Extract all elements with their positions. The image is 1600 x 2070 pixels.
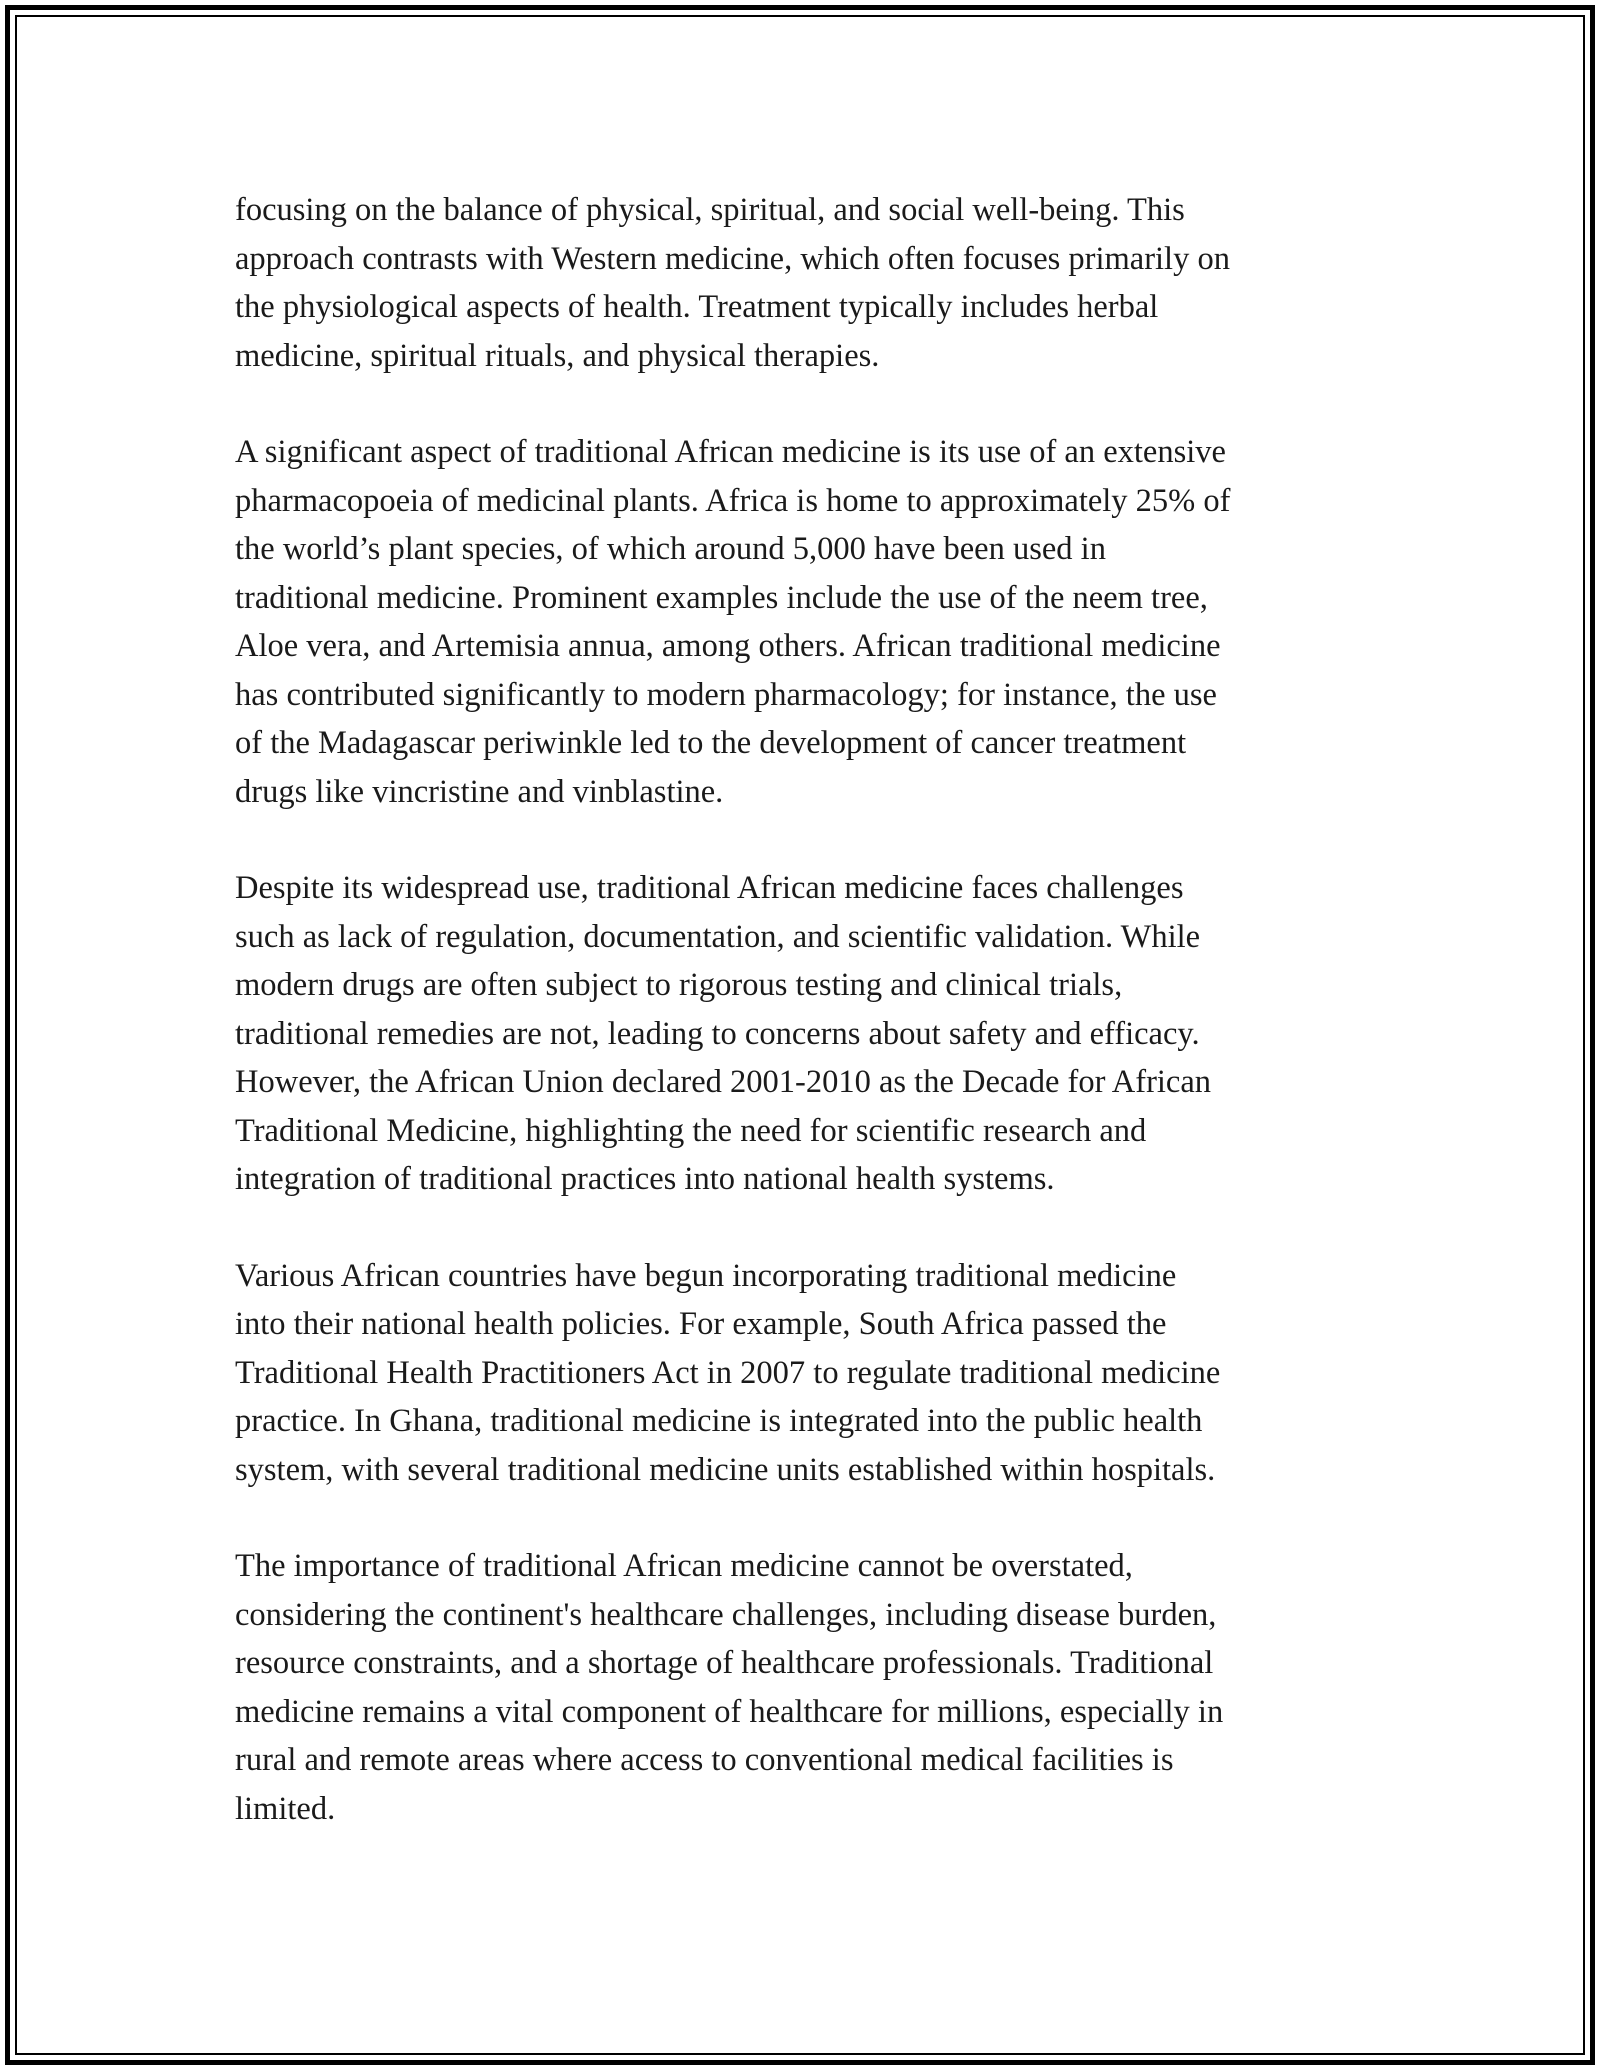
paragraph-challenges: Despite its widespread use, traditional African medicine faces challenges such as lack of regulation, documentation, and scientific validation. While modern drugs are often subject to rigorous testing and clinical trials, traditional remedies are not, leading to concerns about safety and efficacy. However, the African Union declared 2001-2010 as the Decade for African Traditional Medicine, highlighting the need for scientific research and integration of traditional practices into national health systems.	[235, 870, 1212, 1197]
paragraph-importance: The importance of traditional African medicine cannot be overstated, considering the continent's healthcare challenges, including disease burden, resource constraints, and a shortage of healthcare professionals. Traditional medicine remains a vital component of healthcare for millions, especially in rural and remote areas where access to conventional medical facilities is limited.	[235, 1548, 1224, 1827]
paragraph-holistic-approach: focusing on the balance of physical, spiritual, and social well-being. This approach contrasts with Western medicine, which often focuses primarily on the physiological aspects of health. Treatment typically includes herbal medicine, spiritual rituals, and physical therapies.	[235, 192, 1230, 374]
page-body	[235, 186, 1365, 1881]
paragraph-medicinal-plants: A significant aspect of traditional African medicine is its use of an extensive pharmacopoeia of medicinal plants. Africa is home to approximately 25% of the world’s plant species, of which around 5,000 have been used in traditional medicine. Prominent examples include the use of the neem tree, Aloe vera, and Artemisia annua, among others. African traditional medicine has contributed significantly to modern pharmacology; for instance, the use of the Madagascar periwinkle led to the development of cancer treatment drugs like vincristine and vinblastine.	[235, 434, 1231, 810]
paragraph-national-policies: Various African countries have begun incorporating traditional medicine into their national health policies. For example, South Africa passed the Traditional Health Practitioners Act in 2007 to regulate traditional medicine practice. In Ghana, traditional medicine is integrated into the public health system, with several traditional medicine units established within hospitals.	[235, 1257, 1221, 1488]
